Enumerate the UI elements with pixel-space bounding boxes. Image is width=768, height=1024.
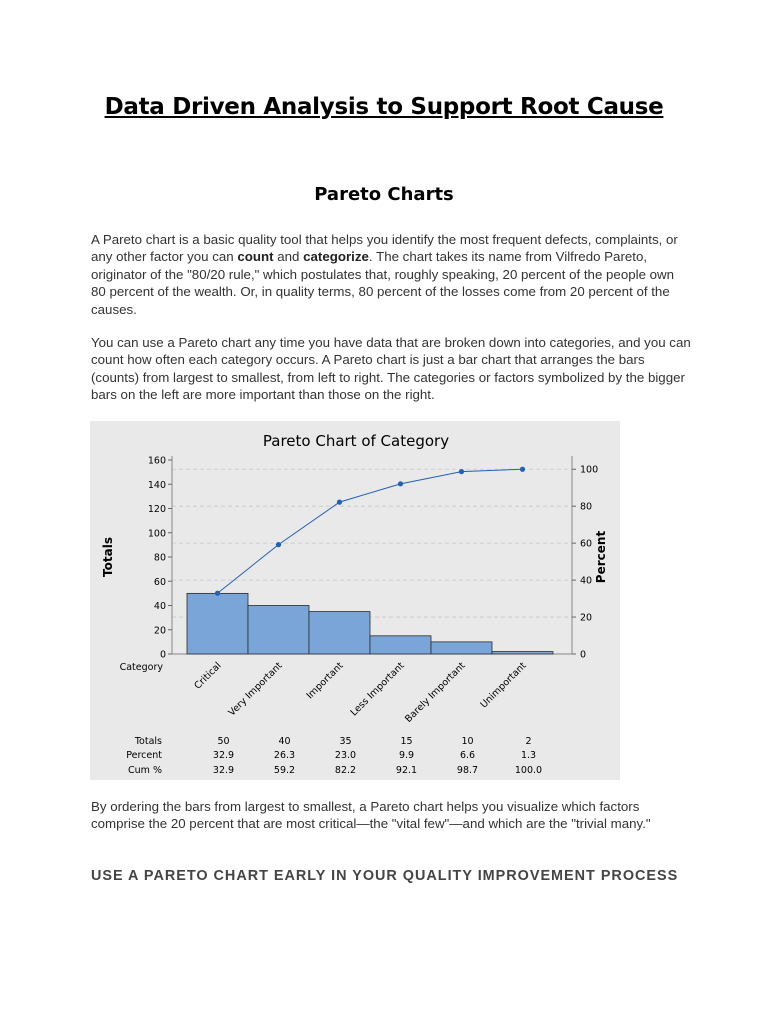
cumulative-line bbox=[218, 469, 523, 593]
y-tick-label: 60 bbox=[153, 576, 166, 588]
table-cell: 23.0 bbox=[334, 750, 357, 761]
category-label-3: Less Important bbox=[348, 660, 407, 719]
paragraph-intro bbox=[91, 231, 691, 318]
y-tick-label: 160 bbox=[147, 455, 166, 467]
table-row-label: Percent bbox=[126, 750, 162, 761]
pareto-chart bbox=[90, 421, 620, 780]
table-cell: 15 bbox=[400, 736, 413, 747]
table-cell: 50 bbox=[217, 736, 230, 747]
category-label-2: Important bbox=[304, 660, 346, 702]
table-cell: 32.9 bbox=[212, 765, 235, 776]
bar-1 bbox=[248, 606, 309, 655]
bar-3 bbox=[370, 636, 431, 654]
section-heading: Pareto Charts bbox=[314, 184, 454, 205]
y-axis-label: Totals bbox=[101, 537, 115, 577]
paragraph-intro-and: and bbox=[273, 249, 304, 265]
cumulative-point-0 bbox=[215, 591, 220, 596]
paragraph-intro-text-1: A Pareto chart is a basic quality tool that helps you identify the most frequent defects, complaints, or any other factor you can bbox=[91, 232, 678, 265]
cumulative-point-4 bbox=[459, 469, 464, 474]
table-cell: 92.1 bbox=[395, 765, 418, 776]
table-cell: 26.3 bbox=[273, 750, 296, 761]
bold-count: count bbox=[237, 249, 274, 265]
paragraph-intro-text-2: . The chart takes its name from Vilfredo Pareto, originator of the "80/20 rule," which postulates that, roughly speaking, 20 percent of the people own 80 percent of the wealth. Or, in quality terms, 80 percent of the losses come from 20 percent of the causes. bbox=[91, 249, 675, 317]
table-cell: 32.9 bbox=[212, 750, 235, 761]
table-cell: 59.2 bbox=[273, 765, 296, 776]
table-cell: 82.2 bbox=[334, 765, 357, 776]
cumulative-point-5 bbox=[520, 467, 525, 472]
y2-tick-label: 80 bbox=[580, 501, 593, 513]
y-tick-label: 100 bbox=[147, 528, 166, 540]
y2-axis-label: Percent bbox=[594, 530, 608, 584]
table-row-label: Totals bbox=[134, 736, 162, 747]
cumulative-point-1 bbox=[276, 542, 281, 547]
cumulative-point-3 bbox=[398, 481, 403, 486]
bar-5 bbox=[492, 652, 553, 654]
table-cell: 9.9 bbox=[398, 750, 415, 761]
y-tick-label: 0 bbox=[159, 649, 166, 661]
y-tick-label: 40 bbox=[153, 601, 166, 612]
category-label-4: Barely Important bbox=[403, 660, 468, 725]
bold-categorize: categorize bbox=[303, 249, 369, 265]
category-label-5: Unimportant bbox=[478, 660, 529, 711]
category-label-0: Critical bbox=[192, 660, 224, 692]
table-cell: 10 bbox=[461, 736, 474, 747]
y2-tick-label: 60 bbox=[580, 538, 593, 550]
table-cell: 2 bbox=[525, 736, 532, 747]
category-label-1: Very Important bbox=[226, 660, 285, 719]
table-cell: 98.7 bbox=[456, 765, 479, 776]
bar-2 bbox=[309, 612, 370, 654]
cumulative-point-2 bbox=[337, 500, 342, 505]
paragraph-usage: You can use a Pareto chart any time you have data that are broken down into categories, and you can count how often each category occurs. A Pareto chart is just a bar chart that arranges the bars (counts) from largest to smallest, from left to right. The categories or factors symbolized by the bigger bars on the left are more important than those on the right. bbox=[91, 335, 691, 403]
table-cell: 100.0 bbox=[514, 765, 543, 776]
chart-title: Pareto Chart of Category bbox=[262, 432, 450, 450]
y2-tick-label: 40 bbox=[580, 575, 593, 587]
page-title: Data Driven Analysis to Support Root Cause bbox=[104, 94, 664, 120]
bar-0 bbox=[187, 593, 248, 654]
table-row-label: Cum % bbox=[128, 765, 162, 776]
y2-tick-label: 100 bbox=[580, 464, 599, 476]
y-tick-label: 20 bbox=[153, 625, 166, 637]
subheading-early-use: USE A PARETO CHART EARLY IN YOUR QUALITY IMPROVEMENT PROCESS bbox=[91, 868, 679, 884]
y-tick-label: 120 bbox=[147, 504, 166, 515]
y-tick-label: 80 bbox=[153, 552, 166, 564]
table-cell: 6.6 bbox=[459, 750, 476, 761]
pareto-chart-svg bbox=[90, 421, 620, 780]
paragraph-conclusion: By ordering the bars from largest to smallest, a Pareto chart helps you visualize which factors comprise the 20 percent that are most critical—the "vital few"—and which are the "trivial many." bbox=[91, 799, 651, 832]
y2-tick-label: 0 bbox=[580, 649, 587, 661]
table-cell: 40 bbox=[278, 736, 291, 747]
y-tick-label: 140 bbox=[147, 479, 166, 491]
category-axis-label: Category bbox=[119, 662, 163, 673]
table-cell: 35 bbox=[339, 736, 352, 747]
table-cell: 1.3 bbox=[520, 750, 537, 761]
y2-tick-label: 20 bbox=[580, 612, 593, 624]
bar-4 bbox=[431, 642, 492, 654]
